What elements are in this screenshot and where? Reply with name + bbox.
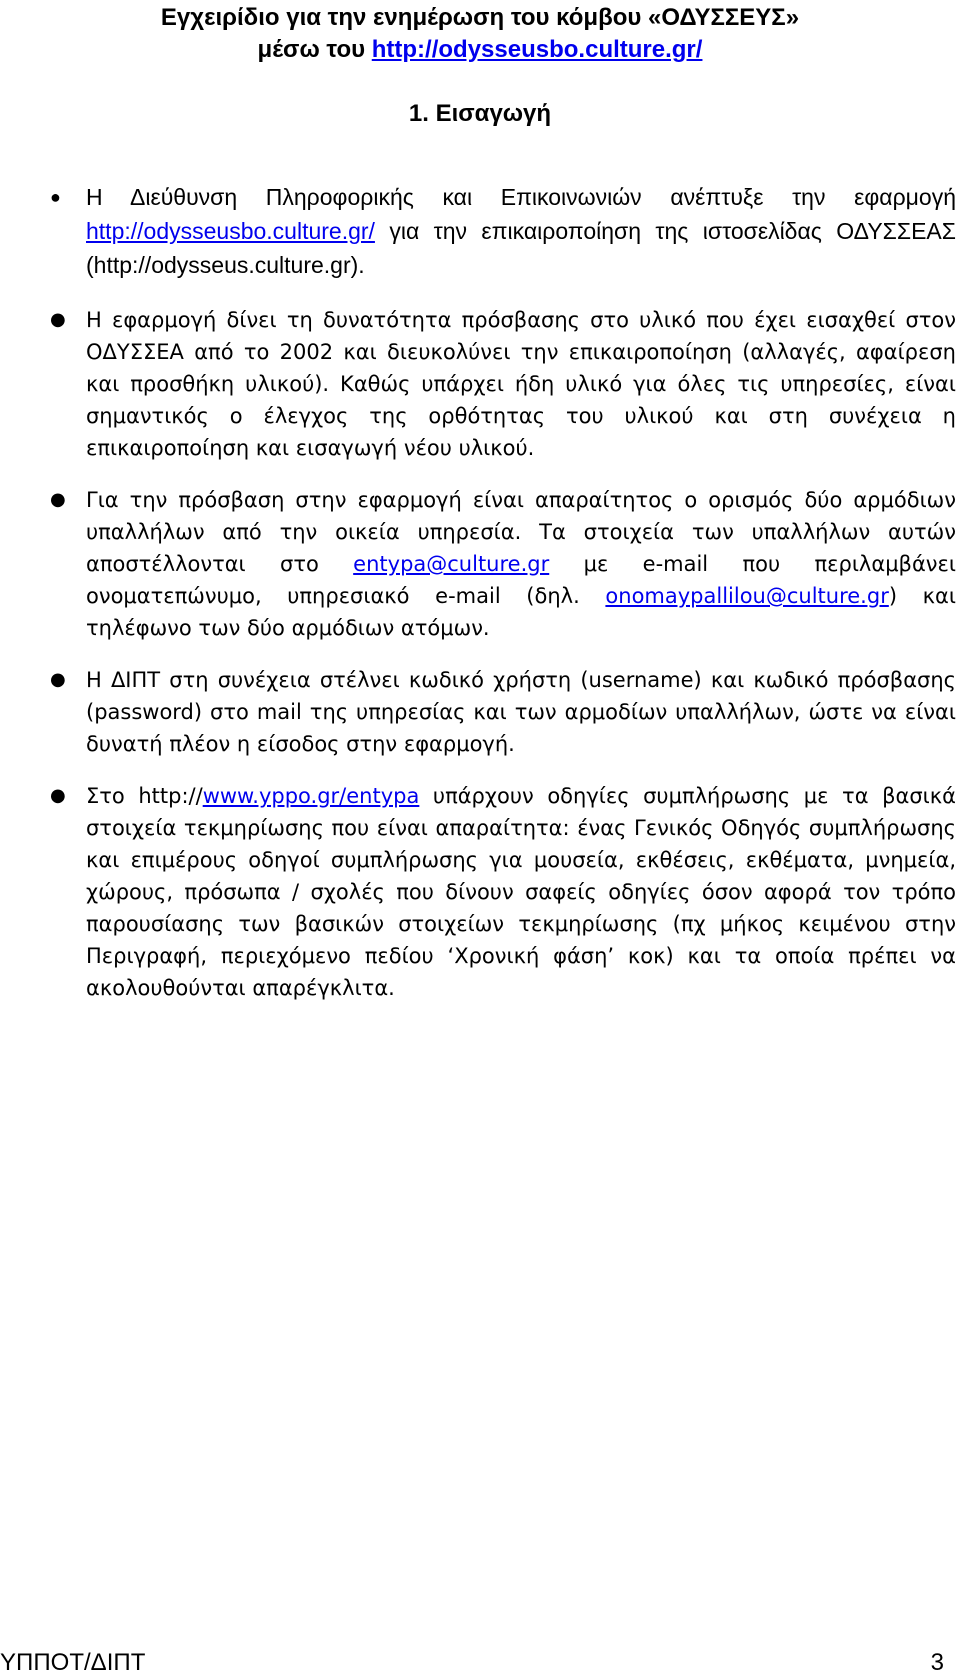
bullet2-text: Η εφαρμογή δίνει τη δυνατότητα πρόσβασης στο υλικό που έχει εισαχθεί στον ΟΔΥΣΣΕΑ από το 2002 και διευκολύνει την επικαιροποίηση (αλλαγές, αφαίρεση και προσθήκη υλικού). Καθώς υπάρχει ήδη υλικό για όλες τις υπηρεσίες, είναι σημαντικός ο έλεγχος της ορθότητας του υλικού και στη συνέχεια η επικαιροποίηση και εισαγωγή νέου υλικού.: [86, 308, 956, 460]
list-item: [50, 484, 956, 644]
bullet5-link[interactable]: www.yppo.gr/entypa: [202, 784, 420, 808]
title-link[interactable]: http://odysseusbo.culture.gr/: [371, 36, 703, 63]
bullet3-text-start: Για την πρόσβαση στην εφαρμογή είναι απαραίτητος ο ορισμός δύο αρμόδιων υπαλλήλων από την οικεία υπηρεσία. Τα στοιχεία των υπαλλήλων αυτών αποστέλλονται στο: [86, 488, 956, 576]
bullet-icon: ●: [50, 669, 66, 690]
bullet-icon: ●: [50, 785, 66, 806]
bullet-list: [50, 180, 957, 1004]
list-item: [50, 664, 956, 760]
bullet3-text-mid: με e-mail που περιλαμβάνει ονοματεπώνυμο, υπηρεσιακό e-mail (δηλ.: [86, 552, 956, 608]
bullet5-text-end: υπάρχουν οδηγίες συμπλήρωσης με τα βασικά στοιχεία τεκμηρίωσης που είναι απαραίτητα: ένας Γενικός Οδηγός συμπλήρωσης και επιμέρους οδηγοί συμπλήρωσης για μουσεία, εκθέσεις, εκθέματα, μνημεία, χώρους, πρόσωπα / σχολές που δίνουν σαφείς οδηγίες όσον αφορά τον τρόπο παρουσίασης των βασικών στοιχείων τεκμηρίωσης (πχ μήκος κειμένου στην Περιγραφή, περιεχόμενο πεδίου ‘Χρονική φάση’ κοκ) και τα οποία πρέπει να ακολουθούνται απαρέγκλιτα.: [86, 784, 957, 1000]
bullet1-text-start: Η Διεύθυνση Πληροφορικής και Επικοινωνιών ανέπτυξε την εφαρμογή: [86, 184, 956, 210]
document-title-line1: Εγχειρίδιο για την ενημέρωση του κόμβου «ΟΔΥΣΣΕΥΣ»: [160, 4, 800, 31]
page-number: 3: [930, 1649, 944, 1676]
title-prefix: μέσω του: [257, 36, 372, 63]
bullet-icon: ●: [50, 187, 61, 207]
bullet1-text-end: για την επικαιροποίηση της ιστοσελίδας ΟΔΥΣΣΕΑΣ (http://odysseus.culture.gr).: [86, 218, 956, 278]
list-item: [50, 180, 956, 282]
bullet-icon: ●: [50, 489, 66, 510]
list-item: [50, 304, 956, 464]
list-item: [50, 780, 957, 1004]
email-link-entypa[interactable]: entypa@culture.gr: [353, 552, 550, 576]
email-link-onomaypallilou[interactable]: onomaypallilou@culture.gr: [605, 584, 889, 608]
bullet4-text: Η ΔΙΠΤ στη συνέχεια στέλνει κωδικό χρήστη (username) και κωδικό πρόσβασης (password) στο mail της υπηρεσίας και των αρμοδίων υπαλλήλων, ώστε να είναι δυνατή πλέον η είσοδος στην εφαρμογή.: [86, 668, 956, 756]
bullet3-text-end: ) και τηλέφωνο των δύο αρμόδιων ατόμων.: [86, 584, 956, 640]
bullet-icon: ●: [50, 309, 66, 330]
section-heading: 1. Εισαγωγή: [408, 100, 552, 127]
bullet5-text-start: Στο http://: [86, 784, 203, 808]
footer-org: ΥΠΠΟΤ/ΔΙΠΤ: [0, 1649, 146, 1676]
bullet1-link[interactable]: http://odysseusbo.culture.gr/: [86, 218, 375, 244]
document-title-line2: [0, 34, 960, 66]
